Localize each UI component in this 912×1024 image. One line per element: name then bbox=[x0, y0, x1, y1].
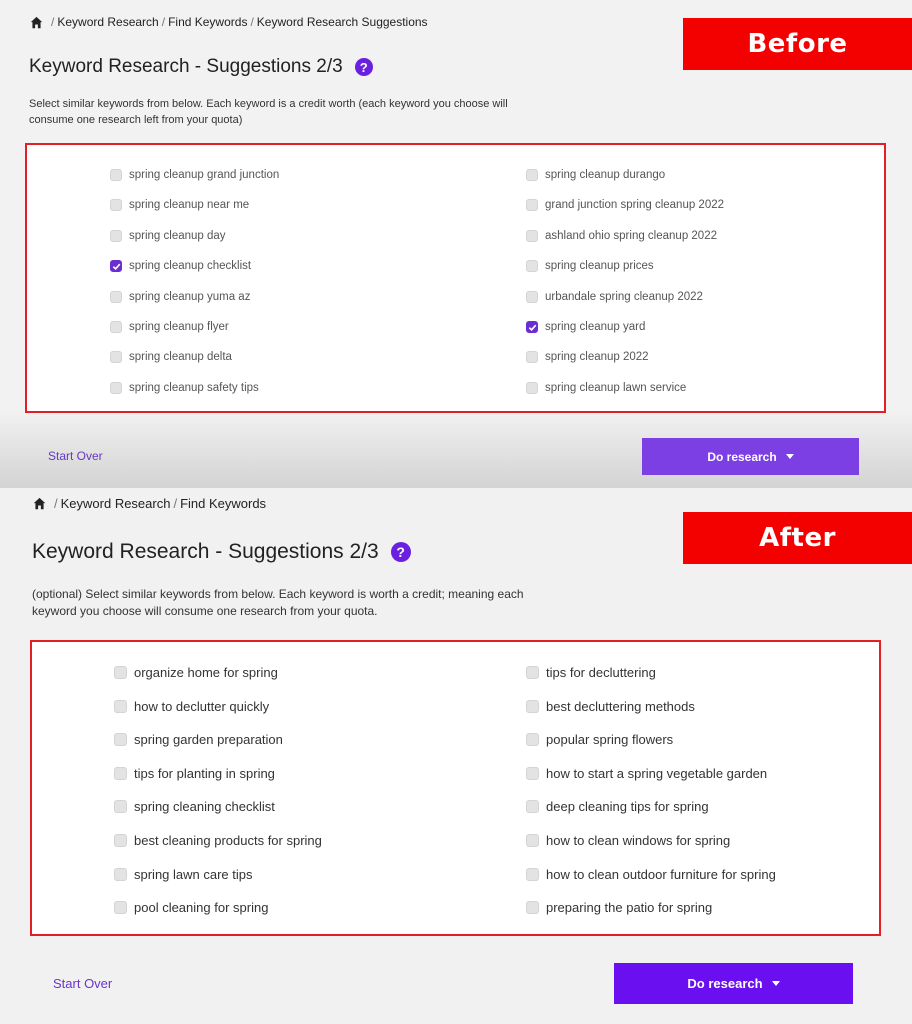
keyword-checkbox[interactable] bbox=[114, 868, 127, 881]
keyword-option[interactable] bbox=[526, 766, 767, 781]
start-over-link[interactable]: Start Over bbox=[48, 449, 103, 463]
keyword-checkbox[interactable] bbox=[526, 321, 538, 333]
keyword-checkbox[interactable] bbox=[526, 291, 538, 303]
keyword-option[interactable] bbox=[526, 732, 673, 747]
keyword-option[interactable] bbox=[114, 900, 268, 915]
keyword-label: how to start a spring vegetable garden bbox=[546, 765, 768, 781]
keyword-label: spring cleanup near me bbox=[129, 199, 250, 212]
keyword-label: spring lawn care tips bbox=[134, 866, 253, 882]
do-research-button[interactable] bbox=[614, 963, 853, 1004]
breadcrumb-item[interactable]: Keyword Research bbox=[60, 496, 171, 511]
keyword-checkbox[interactable] bbox=[110, 260, 122, 272]
keyword-checkbox[interactable] bbox=[526, 666, 539, 679]
keyword-label: urbandale spring cleanup 2022 bbox=[545, 290, 703, 303]
keyword-option[interactable] bbox=[110, 382, 259, 394]
keyword-option[interactable] bbox=[114, 867, 253, 882]
keyword-label: spring cleanup grand junction bbox=[129, 169, 280, 181]
after-panel bbox=[0, 488, 912, 1024]
start-over-link[interactable]: Start Over bbox=[53, 976, 113, 991]
keyword-checkbox[interactable] bbox=[526, 901, 539, 914]
page-title: Keyword Research - Suggestions 2/3 bbox=[29, 56, 343, 77]
keyword-checkbox[interactable] bbox=[526, 700, 539, 713]
keyword-option[interactable] bbox=[526, 867, 776, 882]
keyword-option[interactable] bbox=[110, 291, 250, 303]
keyword-checkbox[interactable] bbox=[526, 260, 538, 272]
keyword-label: deep cleaning tips for spring bbox=[546, 799, 709, 815]
keyword-option[interactable] bbox=[526, 799, 709, 814]
breadcrumb-item: Find Keywords bbox=[180, 496, 267, 511]
page-description: (optional) Select similar keywords from below. Each keyword is worth a credit; meaning each keyword you choose will consume one research from your quota. bbox=[32, 587, 524, 619]
page-description: Select similar keywords from below. Each keyword is a credit worth (each keyword you choose will consume one research left from your quota) bbox=[29, 98, 508, 126]
keyword-checkbox[interactable] bbox=[114, 700, 127, 713]
keyword-checkbox[interactable] bbox=[114, 800, 127, 813]
keyword-option[interactable] bbox=[110, 199, 249, 211]
keyword-option[interactable] bbox=[526, 230, 717, 242]
keyword-option[interactable] bbox=[114, 799, 275, 814]
keyword-option[interactable] bbox=[526, 169, 665, 181]
keyword-option[interactable] bbox=[526, 900, 712, 915]
keyword-label: preparing the patio for spring bbox=[546, 900, 713, 916]
keyword-checkbox[interactable] bbox=[110, 199, 122, 211]
keyword-label: spring cleanup checklist bbox=[129, 260, 252, 273]
keyword-label: spring cleanup safety tips bbox=[129, 381, 259, 394]
keyword-checkbox[interactable] bbox=[110, 230, 122, 242]
keyword-label: tips for decluttering bbox=[546, 665, 656, 680]
after-label: After bbox=[683, 512, 912, 564]
breadcrumb-separator: / bbox=[54, 496, 58, 511]
keyword-option[interactable] bbox=[114, 766, 275, 781]
title-row bbox=[32, 540, 411, 564]
keyword-label: how to clean windows for spring bbox=[546, 833, 731, 848]
do-research-label: Do research bbox=[707, 449, 777, 464]
do-research-label: Do research bbox=[687, 976, 763, 991]
breadcrumb-separator: / bbox=[161, 15, 166, 29]
keyword-label: spring garden preparation bbox=[134, 732, 283, 748]
help-icon[interactable]: ? bbox=[355, 58, 373, 76]
keyword-label: how to declutter quickly bbox=[134, 698, 270, 714]
keyword-label: organize home for spring bbox=[134, 665, 278, 680]
keyword-option[interactable] bbox=[526, 699, 695, 714]
breadcrumb-separator: / bbox=[173, 496, 178, 511]
keyword-checkbox[interactable] bbox=[526, 199, 538, 211]
page-title: Keyword Research - Suggestions 2/3 bbox=[32, 540, 379, 563]
keyword-label: ashland ohio spring cleanup 2022 bbox=[545, 229, 717, 242]
keyword-label: spring cleanup day bbox=[129, 229, 226, 242]
breadcrumb bbox=[30, 15, 428, 29]
keyword-options-box bbox=[30, 640, 881, 936]
keyword-option[interactable] bbox=[526, 665, 656, 680]
breadcrumb-separator: / bbox=[51, 15, 55, 29]
breadcrumb bbox=[33, 496, 266, 511]
keyword-checkbox[interactable] bbox=[526, 767, 539, 780]
keyword-checkbox[interactable] bbox=[114, 733, 127, 746]
keyword-option[interactable] bbox=[110, 351, 232, 363]
title-row bbox=[29, 56, 373, 78]
keyword-option[interactable] bbox=[110, 169, 279, 181]
keyword-label: best decluttering methods bbox=[546, 698, 695, 714]
keyword-label: spring cleanup flyer bbox=[129, 321, 229, 333]
keyword-label: tips for planting in spring bbox=[134, 765, 275, 781]
keyword-checkbox[interactable] bbox=[114, 767, 127, 780]
before-panel bbox=[0, 0, 912, 488]
caret-down-icon bbox=[772, 981, 780, 986]
keyword-option[interactable] bbox=[526, 351, 649, 363]
keyword-checkbox[interactable] bbox=[526, 800, 539, 813]
keyword-checkbox[interactable] bbox=[526, 169, 538, 181]
breadcrumb-item[interactable]: Keyword Research bbox=[57, 15, 159, 29]
keyword-checkbox[interactable] bbox=[114, 666, 127, 679]
keyword-label: popular spring flowers bbox=[546, 732, 674, 748]
keyword-checkbox[interactable] bbox=[110, 169, 122, 181]
keyword-label: spring cleanup lawn service bbox=[545, 381, 687, 394]
keyword-checkbox[interactable] bbox=[526, 834, 539, 847]
breadcrumb-separator: / bbox=[250, 15, 254, 29]
keyword-checkbox[interactable] bbox=[110, 321, 122, 333]
keyword-checkbox[interactable] bbox=[114, 901, 127, 914]
keyword-checkbox[interactable] bbox=[526, 382, 538, 394]
keyword-option[interactable] bbox=[526, 833, 730, 848]
keyword-option[interactable] bbox=[110, 321, 229, 333]
keyword-label: how to clean outdoor furniture for spring bbox=[546, 866, 776, 882]
keyword-label: spring cleanup durango bbox=[545, 169, 666, 181]
keyword-checkbox[interactable] bbox=[526, 351, 538, 363]
keyword-label: spring cleanup delta bbox=[129, 351, 232, 364]
help-icon[interactable]: ? bbox=[391, 542, 411, 562]
keyword-option[interactable] bbox=[114, 699, 269, 714]
home-icon[interactable] bbox=[30, 16, 43, 29]
keyword-checkbox[interactable] bbox=[110, 291, 122, 303]
keyword-checkbox[interactable] bbox=[526, 733, 539, 746]
keyword-label: spring cleaning checklist bbox=[134, 799, 275, 815]
keyword-label: best cleaning products for spring bbox=[134, 833, 322, 848]
keyword-checkbox[interactable] bbox=[526, 868, 539, 881]
breadcrumb-item[interactable]: Find Keywords bbox=[168, 15, 248, 29]
keyword-label: spring cleanup yard bbox=[545, 321, 646, 333]
keyword-label: spring cleanup yuma az bbox=[129, 290, 251, 303]
breadcrumb-item: Keyword Research Suggestions bbox=[256, 15, 428, 29]
keyword-label: spring cleanup prices bbox=[545, 260, 654, 273]
keyword-checkbox[interactable] bbox=[114, 834, 127, 847]
home-icon[interactable] bbox=[33, 497, 46, 510]
keyword-label: spring cleanup 2022 bbox=[545, 351, 649, 364]
do-research-button[interactable] bbox=[642, 438, 859, 475]
keyword-option[interactable] bbox=[114, 732, 283, 747]
keyword-option[interactable] bbox=[526, 260, 654, 272]
keyword-checkbox[interactable] bbox=[110, 382, 122, 394]
before-label: Before bbox=[683, 18, 912, 70]
check-icon bbox=[528, 323, 537, 332]
keyword-option[interactable] bbox=[110, 230, 226, 242]
keyword-checkbox[interactable] bbox=[526, 230, 538, 242]
keyword-checkbox[interactable] bbox=[110, 351, 122, 363]
keyword-option[interactable] bbox=[110, 260, 251, 272]
keyword-label: grand junction spring cleanup 2022 bbox=[545, 199, 725, 212]
keyword-options-box bbox=[25, 143, 886, 413]
keyword-option[interactable] bbox=[114, 833, 322, 848]
keyword-option[interactable] bbox=[526, 199, 724, 211]
keyword-option[interactable] bbox=[114, 665, 278, 680]
check-icon bbox=[112, 262, 121, 271]
keyword-option[interactable] bbox=[526, 291, 703, 303]
keyword-option[interactable] bbox=[526, 321, 645, 333]
caret-down-icon bbox=[786, 454, 794, 459]
keyword-option[interactable] bbox=[526, 382, 686, 394]
keyword-label: pool cleaning for spring bbox=[134, 900, 269, 916]
